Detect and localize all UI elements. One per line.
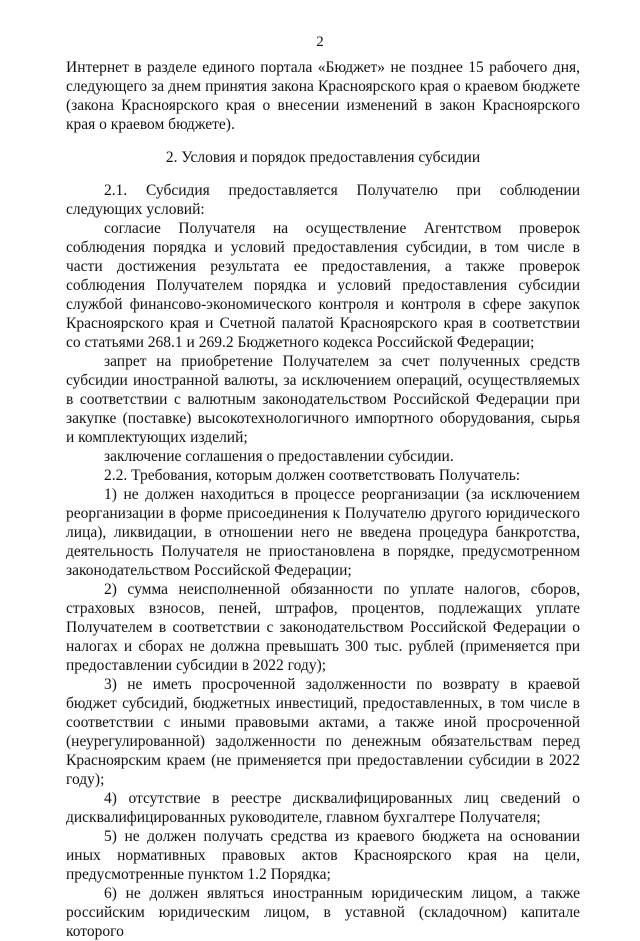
requirement-2: 2) сумма неисполненной обязанности по уплате налогов, сборов, страховых взносов, пеней, штрафов, процентов, подлежащих уплате Получателем в соответствии с законодательством Российской Федерации о налогах и сборах не должна превышать 300 тыс. рублей (применяется при предоставлении субсидии в 2022 году); [66, 581, 580, 674]
condition-currency-ban: запрет на приобретение Получателем за счет полученных средств субсидии иностранной валюты, за исключением операций, осуществляемых в соответствии с валютным законодательством Российской Федерации при закупке (поставке) высокотехнологичного импортного оборудования, сырья и комплектующих изделий; [66, 353, 580, 446]
intro-block [66, 58, 580, 134]
paragraph-2-1: 2.1. Субсидия предоставляется Получателю при соблюдении следующих условий: [66, 182, 580, 218]
requirement-6: 6) не должен являться иностранным юридическим лицом, а также российским юридическим лицом, в уставной (складочном) капитале которого [66, 885, 580, 940]
paragraph-2-2: 2.2. Требования, которым должен соответствовать Получатель: [104, 467, 521, 484]
condition-consent: согласие Получателя на осуществление Агентством проверок соблюдения порядка и условий предоставления субсидии, в том числе в части достижения результата ее предоставления, а также проверок соблюдения Получателем порядка и условий предоставления субсидии службой финансово-экономического контроля и контроля в сфере закупок Красноярского края и Счетной палатой Красноярского края в соответствии со статьями 268.1 и 269.2 Бюджетного кодекса Российской Федерации; [66, 220, 580, 351]
page-number: 2 [316, 34, 324, 50]
section-heading: 2. Условия и порядок предоставления субсидии [165, 149, 481, 166]
section-heading-block [66, 148, 580, 167]
requirement-1: 1) не должен находиться в процессе реорганизации (за исключением реорганизации в форме присоединения к Получателю другого юридического лица), ликвидации, в отношении него не введена процедура банкротства, деятельность Получателя не приостановлена в порядке, предусмотренном законодательством Российской Федерации; [66, 486, 580, 579]
body-block [66, 181, 580, 941]
requirement-4: 4) отсутствие в реестре дисквалифицированных лиц сведений о дисквалифицированных руководителе, главном бухгалтере Получателя; [66, 790, 580, 826]
intro-paragraph: Интернет в разделе единого портала «Бюджет» не позднее 15 рабочего дня, следующего за днем принятия закона Красноярского края о краевом бюджете (закона Красноярского края о внесении изменений в закон Красноярского края о краевом бюджете). [66, 59, 580, 133]
condition-agreement: заключение соглашения о предоставлении субсидии. [104, 448, 454, 465]
requirement-5: 5) не должен получать средства из краевого бюджета на основании иных нормативных правовых актов Красноярского края на цели, предусмотренные пунктом 1.2 Порядка; [66, 828, 580, 883]
requirement-3: 3) не иметь просроченной задолженности по возврату в краевой бюджет субсидий, бюджетных инвестиций, предоставленных, в том числе в соответствии с иными правовыми актами, а также иной просроченной (неурегулированной) задолженности по денежным обязательствам перед Красноярским краем (не применяется при предоставлении субсидии в 2022 году); [66, 676, 580, 788]
